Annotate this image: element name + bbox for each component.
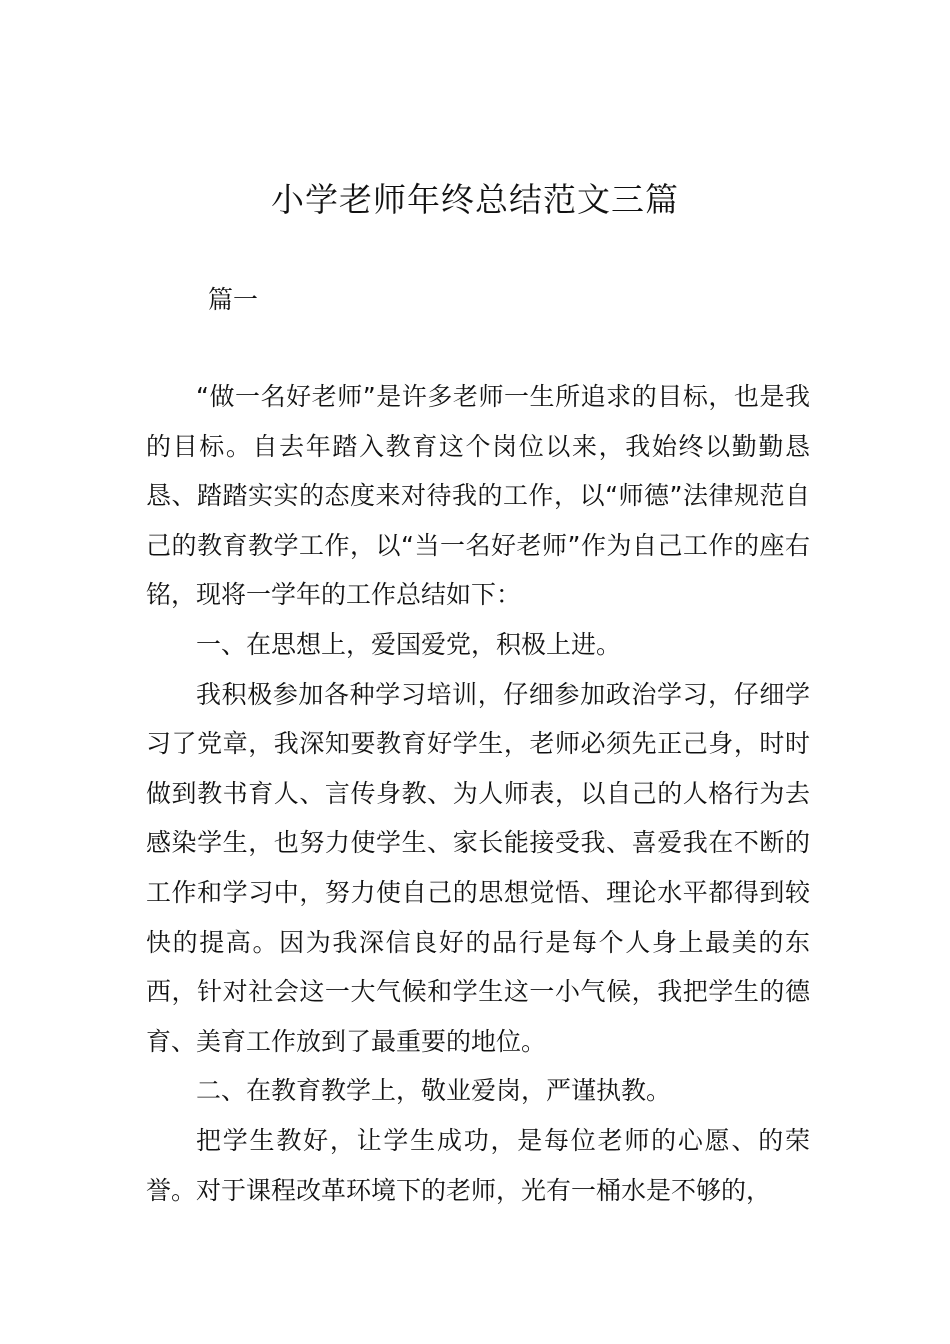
- paragraph-teaching: 把学生教好，让学生成功，是每位老师的心愿、的荣誉。对于课程改革环境下的老师，光有一桶水是不够的，: [146, 1125, 810, 1205]
- paragraph-thought: 我积极参加各种学习培训，仔细参加政治学习，仔细学习了党章，我深知要教育好学生，老师必须先正己身，时时做到教书育人、言传身教、为人师表，以自己的人格行为去感染学生，也努力使学生、家长能接受我、喜爱我在不断的工作和学习中，努力使自己的思想觉悟、理论水平都得到较快的提高。因为我深信良好的品行是每个人身上最美的东西，针对社会这一大气候和学生这一小气候，我把学生的德育、美育工作放到了最重要的地位。: [146, 679, 810, 1056]
- heading-thought: 一、在思想上，爱国爱党，积极上进。: [196, 629, 622, 659]
- document-body: [146, 372, 810, 1215]
- section-label: 篇一: [208, 285, 259, 314]
- heading-teaching: 二、在教育教学上，敬业爱岗，严谨执教。: [196, 1076, 672, 1106]
- paragraph-intro: “做一名好老师”是许多老师一生所追求的目标，也是我的目标。自去年踏入教育这个岗位以来，我始终以勤勤恳恳、踏踏实实的态度来对待我的工作，以“师德”法律规范自己的教育教学工作，以“当一名好老师”作为自己工作的座右铭，现将一学年的工作总结如下：: [146, 382, 810, 610]
- document-title: 小学老师年终总结范文三篇: [271, 180, 679, 219]
